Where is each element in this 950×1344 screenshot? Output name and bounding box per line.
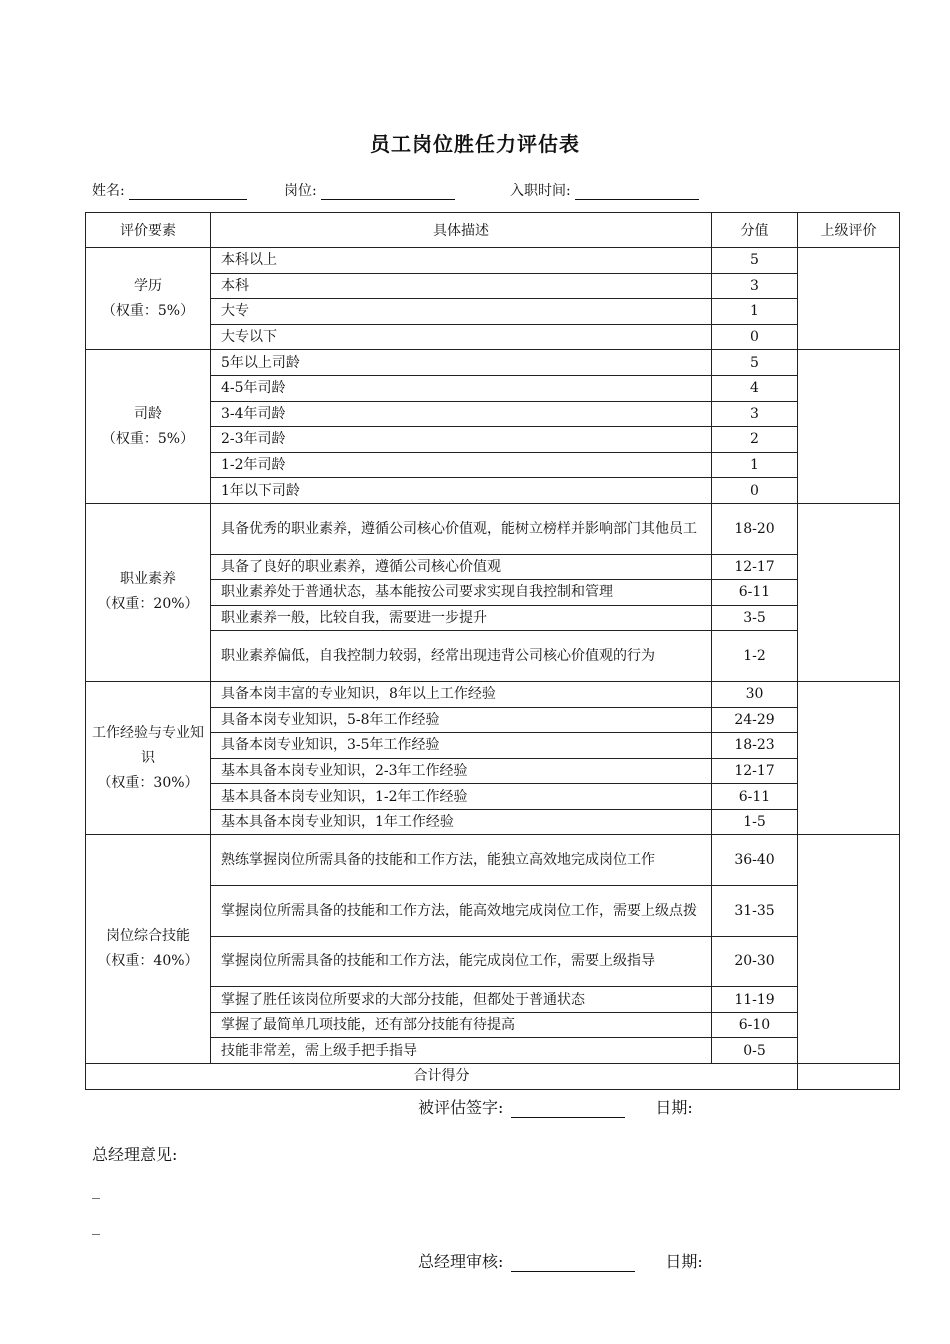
gm-review-label: 总经理审核:	[418, 1252, 504, 1271]
position-field[interactable]	[284, 180, 455, 200]
row-description: 本科	[211, 273, 712, 299]
gm-review-row	[418, 1249, 703, 1272]
row-description: 职业素养偏低，自我控制力较弱，经常出现违背公司核心价值观的行为	[211, 631, 712, 682]
row-score: 0-5	[712, 1038, 798, 1064]
evaluee-signature-row	[418, 1095, 693, 1118]
category-weight: （权重：40%）	[97, 953, 199, 970]
category-name: 岗位综合技能	[106, 928, 190, 945]
header-supervisor-rating: 上级评价	[798, 213, 900, 248]
row-description: 具备本岗丰富的专业知识，8年以上工作经验	[211, 681, 712, 707]
row-description: 具备本岗专业知识，5-8年工作经验	[211, 707, 712, 733]
hire-date-field[interactable]	[510, 180, 699, 200]
row-description: 1年以下司龄	[211, 478, 712, 504]
row-description: 掌握了最简单几项技能，还有部分技能有待提高	[211, 1012, 712, 1038]
total-row	[86, 1064, 900, 1090]
row-description: 3-4年司龄	[211, 401, 712, 427]
category-weight: （权重：5%）	[101, 302, 195, 319]
row-description: 2-3年司龄	[211, 427, 712, 453]
row-score: 20-30	[712, 936, 798, 987]
category-name: 司龄	[134, 405, 162, 422]
row-score: 0	[712, 478, 798, 504]
row-score: 3-5	[712, 605, 798, 631]
category-education	[86, 248, 211, 350]
row-description: 5年以上司龄	[211, 350, 712, 376]
form-title: 员工岗位胜任力评估表	[370, 132, 580, 156]
row-score: 6-11	[712, 784, 798, 810]
row-description: 熟练掌握岗位所需具备的技能和工作方法，能独立高效地完成岗位工作	[211, 835, 712, 886]
category-professionalism	[86, 503, 211, 681]
header-description: 具体描述	[211, 213, 712, 248]
table-row	[86, 248, 900, 274]
category-seniority	[86, 350, 211, 504]
row-description: 职业素养处于普通状态，基本能按公司要求实现自我控制和管理	[211, 580, 712, 606]
supervisor-rating-cell[interactable]	[798, 835, 900, 1064]
row-score: 4	[712, 375, 798, 401]
category-name: 工作经验与专业知识	[92, 724, 204, 766]
row-description: 具备了良好的职业素养，遵循公司核心价值观	[211, 554, 712, 580]
total-label: 合计得分	[86, 1064, 798, 1090]
row-score: 3	[712, 273, 798, 299]
row-score: 6-10	[712, 1012, 798, 1038]
row-description: 掌握了胜任该岗位所要求的大部分技能，但都处于普通状态	[211, 987, 712, 1013]
row-description: 4-5年司龄	[211, 375, 712, 401]
category-weight: （权重：20%）	[97, 596, 199, 613]
category-experience	[86, 681, 211, 835]
name-blank[interactable]	[129, 185, 247, 200]
name-field[interactable]	[92, 180, 247, 200]
row-score: 24-29	[712, 707, 798, 733]
row-description: 技能非常差，需上级手把手指导	[211, 1038, 712, 1064]
row-score: 31-35	[712, 886, 798, 937]
row-score: 12-17	[712, 758, 798, 784]
row-description: 基本具备本岗专业知识，1-2年工作经验	[211, 784, 712, 810]
opinion-line-1[interactable]: _	[92, 1180, 100, 1199]
row-score: 2	[712, 427, 798, 453]
table-row	[86, 681, 900, 707]
row-description: 掌握岗位所需具备的技能和工作方法，能高效地完成岗位工作，需要上级点拨	[211, 886, 712, 937]
row-description: 掌握岗位所需具备的技能和工作方法，能完成岗位工作，需要上级指导	[211, 936, 712, 987]
category-job-skills	[86, 835, 211, 1064]
category-weight: （权重：5%）	[101, 430, 195, 447]
row-score: 1-2	[712, 631, 798, 682]
table-row	[86, 350, 900, 376]
supervisor-rating-cell[interactable]	[798, 503, 900, 681]
supervisor-rating-cell[interactable]	[798, 350, 900, 504]
evaluation-table	[85, 212, 900, 1090]
row-score: 12-17	[712, 554, 798, 580]
row-score: 18-23	[712, 733, 798, 759]
row-score: 11-19	[712, 987, 798, 1013]
position-blank[interactable]	[321, 185, 455, 200]
position-label: 岗位:	[284, 183, 317, 199]
row-score: 36-40	[712, 835, 798, 886]
row-score: 3	[712, 401, 798, 427]
table-row	[86, 503, 900, 554]
opinion-line-2[interactable]: _	[92, 1216, 100, 1235]
header-factor: 评价要素	[86, 213, 211, 248]
hire-date-label: 入职时间:	[510, 183, 571, 199]
row-description: 1-2年司龄	[211, 452, 712, 478]
gm-review-date-label: 日期:	[665, 1252, 703, 1271]
row-score: 6-11	[712, 580, 798, 606]
row-score: 1	[712, 452, 798, 478]
evaluee-sign-blank[interactable]	[511, 1101, 625, 1118]
row-description: 大专	[211, 299, 712, 325]
category-name: 职业素养	[120, 571, 176, 588]
header-row	[86, 213, 900, 248]
row-description: 基本具备本岗专业知识，2-3年工作经验	[211, 758, 712, 784]
row-description: 职业素养一般，比较自我，需要进一步提升	[211, 605, 712, 631]
row-description: 具备优秀的职业素养，遵循公司核心价值观，能树立榜样并影响部门其他员工	[211, 503, 712, 554]
category-weight: （权重：30%）	[97, 774, 199, 791]
evaluee-sign-label: 被评估签字:	[418, 1098, 504, 1117]
evaluee-date-label: 日期:	[655, 1098, 693, 1117]
row-score: 5	[712, 350, 798, 376]
gm-opinion-label: 总经理意见:	[92, 1145, 178, 1164]
row-description: 大专以下	[211, 324, 712, 350]
row-description: 具备本岗专业知识，3-5年工作经验	[211, 733, 712, 759]
supervisor-rating-cell[interactable]	[798, 681, 900, 835]
hire-date-blank[interactable]	[575, 185, 699, 200]
row-score: 1-5	[712, 809, 798, 835]
row-score: 5	[712, 248, 798, 274]
row-description: 基本具备本岗专业知识，1年工作经验	[211, 809, 712, 835]
supervisor-rating-cell[interactable]	[798, 248, 900, 350]
row-score: 0	[712, 324, 798, 350]
gm-review-blank[interactable]	[511, 1255, 635, 1272]
category-name: 学历	[134, 277, 162, 294]
row-score: 1	[712, 299, 798, 325]
row-score: 30	[712, 681, 798, 707]
row-score: 18-20	[712, 503, 798, 554]
row-description: 本科以上	[211, 248, 712, 274]
name-label: 姓名:	[92, 183, 125, 199]
header-score: 分值	[712, 213, 798, 248]
total-score-cell[interactable]	[798, 1064, 900, 1090]
table-row	[86, 835, 900, 886]
